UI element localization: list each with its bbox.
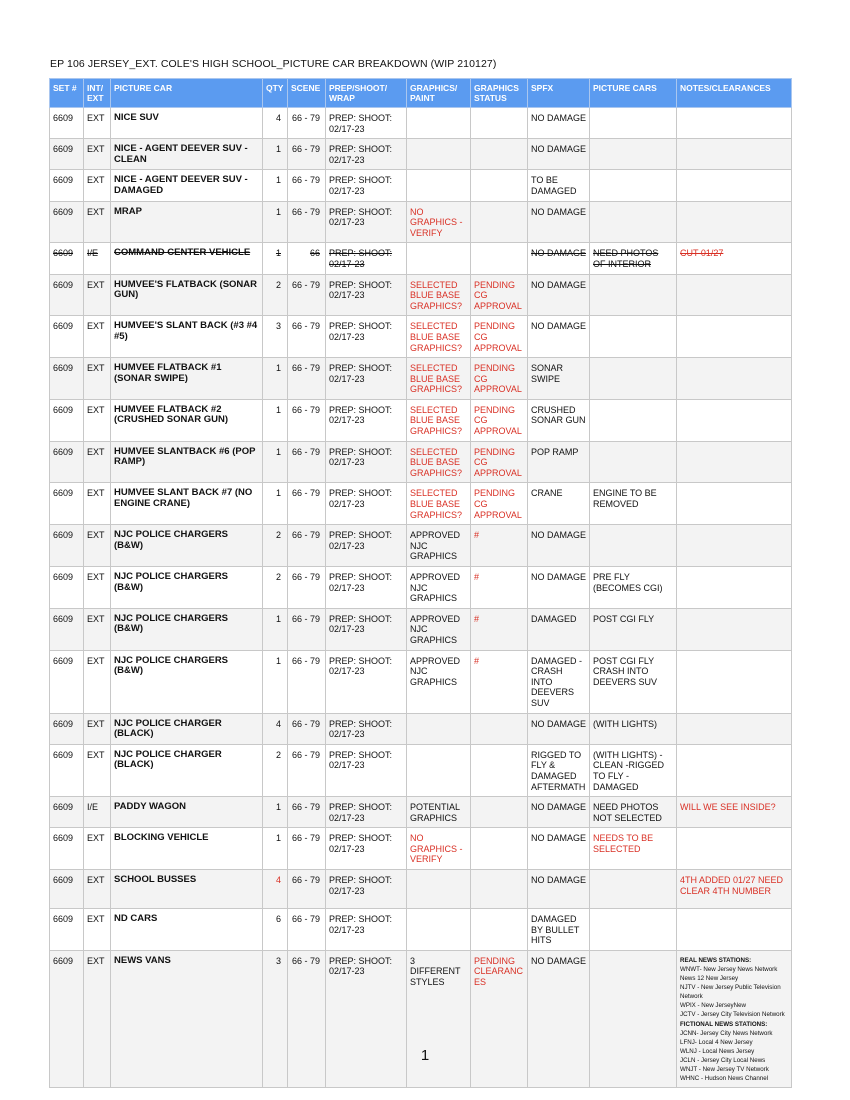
cell-graphics-paint	[407, 139, 471, 170]
cell-set: 6609	[50, 243, 84, 274]
cell-int-ext: EXT	[84, 201, 111, 243]
cell-prep: PREP: SHOOT: 02/17-23	[326, 201, 407, 243]
cell-notes	[677, 399, 792, 441]
cell-graphics-status: #	[471, 525, 528, 567]
table-row	[50, 108, 792, 139]
cell-notes	[677, 744, 792, 796]
cell-scene: 66 - 79	[288, 483, 326, 525]
cell-notes	[677, 525, 792, 567]
cell-scene: 66 - 79	[288, 744, 326, 796]
cell-graphics-paint: APPROVED NJC GRAPHICS	[407, 608, 471, 650]
cell-picture-cars: PRE FLY (BECOMES CGI)	[590, 567, 677, 609]
cell-prep: PREP: SHOOT: 02/17-23	[326, 713, 407, 744]
cell-notes: CUT 01/27	[677, 243, 792, 274]
cell-scene: 66 - 79	[288, 650, 326, 713]
cell-int-ext: EXT	[84, 909, 111, 951]
cell-int-ext: EXT	[84, 650, 111, 713]
cell-scene: 66 - 79	[288, 828, 326, 870]
cell-prep: PREP: SHOOT: 02/17-23	[326, 274, 407, 316]
cell-graphics-paint: SELECTED BLUE BASE GRAPHICS?	[407, 316, 471, 358]
cell-picture-car: NJC POLICE CHARGERS (B&W)	[111, 650, 263, 713]
cell-int-ext: EXT	[84, 441, 111, 483]
cell-graphics-paint	[407, 870, 471, 909]
cell-picture-cars: NEED PHOTOS OF INTERIOR	[590, 243, 677, 274]
cell-scene: 66 - 79	[288, 608, 326, 650]
cell-graphics-paint: APPROVED NJC GRAPHICS	[407, 650, 471, 713]
cell-picture-car: NICE SUV	[111, 108, 263, 139]
cell-spfx: NO DAMAGE	[528, 316, 590, 358]
col-header-graphics-status: GRAPHICS STATUS	[471, 79, 528, 108]
cell-notes: WILL WE SEE INSIDE?	[677, 797, 792, 828]
cell-scene: 66 - 79	[288, 108, 326, 139]
cell-spfx: NO DAMAGE	[528, 139, 590, 170]
cell-qty: 1	[263, 243, 288, 274]
cell-set: 6609	[50, 399, 84, 441]
cell-notes	[677, 201, 792, 243]
cell-scene: 66 - 79	[288, 170, 326, 201]
cell-graphics-status: PENDING CG APPROVAL	[471, 399, 528, 441]
cell-scene: 66 - 79	[288, 316, 326, 358]
cell-spfx: CRANE	[528, 483, 590, 525]
cell-notes	[677, 950, 792, 1087]
col-header-set: SET #	[50, 79, 84, 108]
cell-notes	[677, 139, 792, 170]
cell-scene: 66 - 79	[288, 870, 326, 909]
cell-graphics-paint	[407, 713, 471, 744]
cell-graphics-status	[471, 744, 528, 796]
cell-picture-cars: ENGINE TO BE REMOVED	[590, 483, 677, 525]
cell-graphics-status	[471, 797, 528, 828]
col-header-scene: SCENE	[288, 79, 326, 108]
table-row	[50, 870, 792, 909]
cell-picture-cars	[590, 201, 677, 243]
cell-qty: 1	[263, 483, 288, 525]
cell-graphics-paint	[407, 243, 471, 274]
cell-set: 6609	[50, 441, 84, 483]
cell-graphics-paint: SELECTED BLUE BASE GRAPHICS?	[407, 358, 471, 400]
table-row	[50, 797, 792, 828]
cell-scene: 66 - 79	[288, 909, 326, 951]
cell-scene: 66 - 79	[288, 358, 326, 400]
cell-prep: PREP: SHOOT: 02/17-23	[326, 870, 407, 909]
cell-picture-car: HUMVEE SLANTBACK #6 (POP RAMP)	[111, 441, 263, 483]
cell-picture-cars	[590, 358, 677, 400]
cell-spfx: NO DAMAGE	[528, 274, 590, 316]
cell-scene: 66	[288, 243, 326, 274]
cell-int-ext: EXT	[84, 525, 111, 567]
station-item: LFNJ- Local 4 New Jersey	[680, 1038, 753, 1046]
cell-graphics-status	[471, 139, 528, 170]
cell-qty: 1	[263, 828, 288, 870]
cell-int-ext: EXT	[84, 608, 111, 650]
cell-picture-cars	[590, 950, 677, 1087]
station-item: JCLN - Jersey City Local News	[680, 1056, 766, 1064]
cell-scene: 66 - 79	[288, 441, 326, 483]
cell-graphics-status: #	[471, 567, 528, 609]
document-title: EP 106 JERSEY_EXT. COLE'S HIGH SCHOOL_PICTURE CAR BREAKDOWN (WIP 210127)	[50, 58, 497, 70]
cell-spfx: SONAR SWIPE	[528, 358, 590, 400]
cell-spfx: NO DAMAGE	[528, 828, 590, 870]
cell-prep: PREP: SHOOT: 02/17-23	[326, 525, 407, 567]
cell-picture-cars	[590, 316, 677, 358]
cell-qty: 2	[263, 274, 288, 316]
cell-spfx: NO DAMAGE	[528, 797, 590, 828]
cell-picture-car: HUMVEE'S FLATBACK (SONAR GUN)	[111, 274, 263, 316]
cell-qty: 1	[263, 797, 288, 828]
table-row	[50, 139, 792, 170]
cell-notes	[677, 483, 792, 525]
cell-notes	[677, 567, 792, 609]
cell-int-ext: EXT	[84, 828, 111, 870]
cell-spfx: NO DAMAGE	[528, 525, 590, 567]
cell-set: 6609	[50, 274, 84, 316]
cell-spfx: CRUSHED SONAR GUN	[528, 399, 590, 441]
cell-picture-car: MRAP	[111, 201, 263, 243]
cell-spfx: NO DAMAGE	[528, 108, 590, 139]
cell-scene: 66 - 79	[288, 713, 326, 744]
station-item: WNWT- New Jersey News Network	[680, 965, 778, 973]
cell-set: 6609	[50, 170, 84, 201]
table-row	[50, 525, 792, 567]
cell-scene: 66 - 79	[288, 139, 326, 170]
cell-graphics-status: PENDING CG APPROVAL	[471, 483, 528, 525]
cell-picture-car: HUMVEE FLATBACK #2 (CRUSHED SONAR GUN)	[111, 399, 263, 441]
station-item: WHNC - Hudson News Channel	[680, 1075, 769, 1083]
table-row	[50, 274, 792, 316]
cell-notes	[677, 909, 792, 951]
cell-spfx: RIGGED TO FLY & DAMAGED AFTERMATH	[528, 744, 590, 796]
cell-set: 6609	[50, 525, 84, 567]
cell-int-ext: EXT	[84, 316, 111, 358]
station-item: WLNJ - Local News Jersey	[680, 1047, 755, 1055]
table-row	[50, 650, 792, 713]
cell-graphics-status: PENDING CG APPROVAL	[471, 316, 528, 358]
cell-picture-cars	[590, 525, 677, 567]
cell-picture-cars: POST CGI FLY	[590, 608, 677, 650]
cell-int-ext: EXT	[84, 950, 111, 1087]
cell-graphics-status	[471, 713, 528, 744]
cell-picture-car: HUMVEE'S SLANT BACK (#3 #4 #5)	[111, 316, 263, 358]
cell-notes	[677, 828, 792, 870]
cell-notes	[677, 108, 792, 139]
cell-picture-car: ND CARS	[111, 909, 263, 951]
cell-qty: 2	[263, 567, 288, 609]
cell-picture-cars	[590, 399, 677, 441]
cell-picture-car: NICE - AGENT DEEVER SUV - DAMAGED	[111, 170, 263, 201]
cell-graphics-status: PENDING CG APPROVAL	[471, 441, 528, 483]
cell-qty: 4	[263, 870, 288, 909]
cell-graphics-paint	[407, 170, 471, 201]
cell-set: 6609	[50, 358, 84, 400]
cell-graphics-status	[471, 243, 528, 274]
cell-scene: 66 - 79	[288, 399, 326, 441]
station-item: News 12 New Jersey	[680, 975, 739, 983]
station-item: WPIX - New JerseyNew	[680, 1002, 747, 1010]
col-header-spfx: SPFX	[528, 79, 590, 108]
cell-notes: 4TH ADDED 01/27 NEED CLEAR 4TH NUMBER	[677, 870, 792, 909]
cell-spfx: DAMAGED - CRASH INTO DEEVERS SUV	[528, 650, 590, 713]
cell-set: 6609	[50, 828, 84, 870]
cell-picture-cars: (WITH LIGHTS) -CLEAN -RIGGED TO FLY -DAMAGED	[590, 744, 677, 796]
cell-notes	[677, 316, 792, 358]
col-header-picture-cars: PICTURE CARS	[590, 79, 677, 108]
cell-set: 6609	[50, 744, 84, 796]
cell-picture-car: NEWS VANS	[111, 950, 263, 1087]
cell-qty: 4	[263, 713, 288, 744]
cell-qty: 6	[263, 909, 288, 951]
cell-graphics-status	[471, 108, 528, 139]
cell-prep: PREP: SHOOT: 02/17-23	[326, 650, 407, 713]
cell-spfx: NO DAMAGE	[528, 243, 590, 274]
cell-graphics-status: PENDING CG APPROVAL	[471, 358, 528, 400]
table-row	[50, 950, 792, 1087]
cell-prep: PREP: SHOOT: 02/17-23	[326, 608, 407, 650]
cell-prep: PREP: SHOOT: 02/17-23	[326, 828, 407, 870]
cell-int-ext: I/E	[84, 797, 111, 828]
cell-set: 6609	[50, 608, 84, 650]
cell-graphics-status: PENDING CLEARANC ES	[471, 950, 528, 1087]
cell-picture-cars	[590, 170, 677, 201]
cell-set: 6609	[50, 108, 84, 139]
cell-picture-cars	[590, 909, 677, 951]
cell-graphics-status	[471, 201, 528, 243]
cell-set: 6609	[50, 483, 84, 525]
cell-set: 6609	[50, 201, 84, 243]
cell-notes	[677, 608, 792, 650]
cell-picture-car: NJC POLICE CHARGERS (B&W)	[111, 608, 263, 650]
cell-picture-cars	[590, 274, 677, 316]
cell-picture-car: BLOCKING VEHICLE	[111, 828, 263, 870]
cell-qty: 1	[263, 201, 288, 243]
header-row	[50, 79, 792, 108]
cell-spfx: NO DAMAGE	[528, 713, 590, 744]
cell-notes	[677, 713, 792, 744]
cell-picture-car: SCHOOL BUSSES	[111, 870, 263, 909]
picture-car-table	[49, 78, 792, 1088]
cell-qty: 1	[263, 139, 288, 170]
cell-int-ext: EXT	[84, 483, 111, 525]
page-number: 1	[420, 1047, 430, 1064]
cell-scene: 66 - 79	[288, 201, 326, 243]
cell-prep: PREP: SHOOT: 02/17-23	[326, 170, 407, 201]
col-header-picture-car: PICTURE CAR	[111, 79, 263, 108]
cell-qty: 2	[263, 744, 288, 796]
cell-picture-cars	[590, 108, 677, 139]
cell-spfx: POP RAMP	[528, 441, 590, 483]
cell-prep: PREP: SHOOT: 02/17-23	[326, 358, 407, 400]
cell-notes	[677, 274, 792, 316]
cell-graphics-status	[471, 870, 528, 909]
cell-picture-cars: (WITH LIGHTS)	[590, 713, 677, 744]
cell-prep: PREP: SHOOT: 02/17-23	[326, 399, 407, 441]
cell-spfx: DAMAGED	[528, 608, 590, 650]
col-header-int-ext: INT/ EXT	[84, 79, 111, 108]
cell-qty: 1	[263, 170, 288, 201]
cell-int-ext: I/E	[84, 243, 111, 274]
col-header-notes: NOTES/CLEARANCES	[677, 79, 792, 108]
cell-graphics-status	[471, 828, 528, 870]
cell-picture-car: NJC POLICE CHARGERS (B&W)	[111, 525, 263, 567]
cell-picture-cars	[590, 870, 677, 909]
cell-int-ext: EXT	[84, 870, 111, 909]
cell-picture-cars: NEED PHOTOS NOT SELECTED	[590, 797, 677, 828]
table-row	[50, 828, 792, 870]
cell-graphics-status: #	[471, 650, 528, 713]
cell-picture-car: NJC POLICE CHARGER (BLACK)	[111, 713, 263, 744]
table-row	[50, 909, 792, 951]
table-row	[50, 483, 792, 525]
col-header-qty: QTY	[263, 79, 288, 108]
cell-scene: 66 - 79	[288, 274, 326, 316]
cell-int-ext: EXT	[84, 713, 111, 744]
cell-set: 6609	[50, 316, 84, 358]
table-row	[50, 399, 792, 441]
cell-picture-car: HUMVEE SLANT BACK #7 (NO ENGINE CRANE)	[111, 483, 263, 525]
cell-set: 6609	[50, 950, 84, 1087]
cell-graphics-paint: SELECTED BLUE BASE GRAPHICS?	[407, 274, 471, 316]
cell-notes	[677, 358, 792, 400]
cell-scene: 66 - 79	[288, 797, 326, 828]
cell-prep: PREP: SHOOT: 02/17-23	[326, 108, 407, 139]
cell-prep: PREP: SHOOT: 02/17-23	[326, 243, 407, 274]
station-item: NJTV - New Jersey Public Television Network	[680, 984, 781, 1001]
table-row	[50, 713, 792, 744]
cell-notes	[677, 170, 792, 201]
cell-set: 6609	[50, 567, 84, 609]
cell-graphics-paint	[407, 744, 471, 796]
col-header-graphics-paint: GRAPHICS/ PAINT	[407, 79, 471, 108]
station-item: WNJT - New Jersey TV Network	[680, 1065, 769, 1073]
cell-qty: 1	[263, 358, 288, 400]
cell-picture-cars: NEEDS TO BE SELECTED	[590, 828, 677, 870]
cell-prep: PREP: SHOOT: 02/17-23	[326, 316, 407, 358]
cell-scene: 66 - 79	[288, 567, 326, 609]
cell-int-ext: EXT	[84, 274, 111, 316]
table-row	[50, 608, 792, 650]
cell-graphics-status: #	[471, 608, 528, 650]
real-stations-header: REAL NEWS STATIONS:	[680, 956, 752, 964]
cell-qty: 3	[263, 316, 288, 358]
cell-picture-car: COMMAND CENTER VEHICLE	[111, 243, 263, 274]
cell-notes	[677, 441, 792, 483]
cell-graphics-paint	[407, 909, 471, 951]
cell-int-ext: EXT	[84, 108, 111, 139]
cell-spfx: TO BE DAMAGED	[528, 170, 590, 201]
cell-graphics-status: PENDING CG APPROVAL	[471, 274, 528, 316]
cell-scene: 66 - 79	[288, 950, 326, 1087]
cell-picture-car: NJC POLICE CHARGERS (B&W)	[111, 567, 263, 609]
station-item: JCTV - Jersey City Television Network	[680, 1011, 785, 1019]
cell-qty: 2	[263, 525, 288, 567]
cell-qty: 4	[263, 108, 288, 139]
cell-int-ext: EXT	[84, 399, 111, 441]
cell-prep: PREP: SHOOT: 02/17-23	[326, 483, 407, 525]
cell-prep: PREP: SHOOT: 02/17-23	[326, 441, 407, 483]
table-row	[50, 358, 792, 400]
cell-set: 6609	[50, 713, 84, 744]
table-row	[50, 243, 792, 274]
cell-picture-car: HUMVEE FLATBACK #1 (SONAR SWIPE)	[111, 358, 263, 400]
cell-graphics-paint	[407, 108, 471, 139]
cell-spfx: NO DAMAGE	[528, 567, 590, 609]
cell-graphics-paint: 3 DIFFERENT STYLES	[407, 950, 471, 1087]
cell-spfx: NO DAMAGE	[528, 870, 590, 909]
cell-prep: PREP: SHOOT: 02/17-23	[326, 950, 407, 1087]
station-item: JCNN- Jersey City News Network	[680, 1029, 773, 1037]
cell-spfx: NO DAMAGE	[528, 950, 590, 1087]
cell-int-ext: EXT	[84, 567, 111, 609]
table-row	[50, 744, 792, 796]
cell-graphics-status	[471, 170, 528, 201]
cell-graphics-status	[471, 909, 528, 951]
col-header-prep: PREP/SHOOT/ WRAP	[326, 79, 407, 108]
cell-scene: 66 - 79	[288, 525, 326, 567]
cell-qty: 1	[263, 650, 288, 713]
cell-int-ext: EXT	[84, 358, 111, 400]
table-row	[50, 316, 792, 358]
cell-picture-car: NICE - AGENT DEEVER SUV - CLEAN	[111, 139, 263, 170]
cell-prep: PREP: SHOOT: 02/17-23	[326, 797, 407, 828]
cell-picture-car: NJC POLICE CHARGER (BLACK)	[111, 744, 263, 796]
cell-notes	[677, 650, 792, 713]
cell-set: 6609	[50, 650, 84, 713]
cell-qty: 3	[263, 950, 288, 1087]
cell-prep: PREP: SHOOT: 02/17-23	[326, 744, 407, 796]
cell-int-ext: EXT	[84, 139, 111, 170]
cell-prep: PREP: SHOOT: 02/17-23	[326, 909, 407, 951]
cell-set: 6609	[50, 909, 84, 951]
cell-graphics-paint: SELECTED BLUE BASE GRAPHICS?	[407, 483, 471, 525]
table-row	[50, 441, 792, 483]
fictional-stations-header: FICTIONAL NEWS STATIONS:	[680, 1020, 768, 1028]
cell-qty: 1	[263, 608, 288, 650]
cell-picture-cars	[590, 139, 677, 170]
cell-prep: PREP: SHOOT: 02/17-23	[326, 567, 407, 609]
cell-spfx: DAMAGED BY BULLET HITS	[528, 909, 590, 951]
cell-set: 6609	[50, 870, 84, 909]
cell-set: 6609	[50, 797, 84, 828]
cell-picture-car: PADDY WAGON	[111, 797, 263, 828]
table-row	[50, 567, 792, 609]
cell-graphics-paint: POTENTIAL GRAPHICS	[407, 797, 471, 828]
cell-qty: 1	[263, 441, 288, 483]
cell-graphics-paint: APPROVED NJC GRAPHICS	[407, 525, 471, 567]
cell-graphics-paint: APPROVED NJC GRAPHICS	[407, 567, 471, 609]
cell-prep: PREP: SHOOT: 02/17-23	[326, 139, 407, 170]
cell-picture-cars: POST CGI FLY CRASH INTO DEEVERS SUV	[590, 650, 677, 713]
cell-graphics-paint: SELECTED BLUE BASE GRAPHICS?	[407, 399, 471, 441]
table-row	[50, 170, 792, 201]
cell-picture-cars	[590, 441, 677, 483]
cell-int-ext: EXT	[84, 170, 111, 201]
cell-spfx: NO DAMAGE	[528, 201, 590, 243]
cell-graphics-paint: NO GRAPHICS - VERIFY	[407, 828, 471, 870]
cell-int-ext: EXT	[84, 744, 111, 796]
cell-graphics-paint: SELECTED BLUE BASE GRAPHICS?	[407, 441, 471, 483]
cell-qty: 1	[263, 399, 288, 441]
cell-set: 6609	[50, 139, 84, 170]
cell-graphics-paint: NO GRAPHICS - VERIFY	[407, 201, 471, 243]
table-row	[50, 201, 792, 243]
